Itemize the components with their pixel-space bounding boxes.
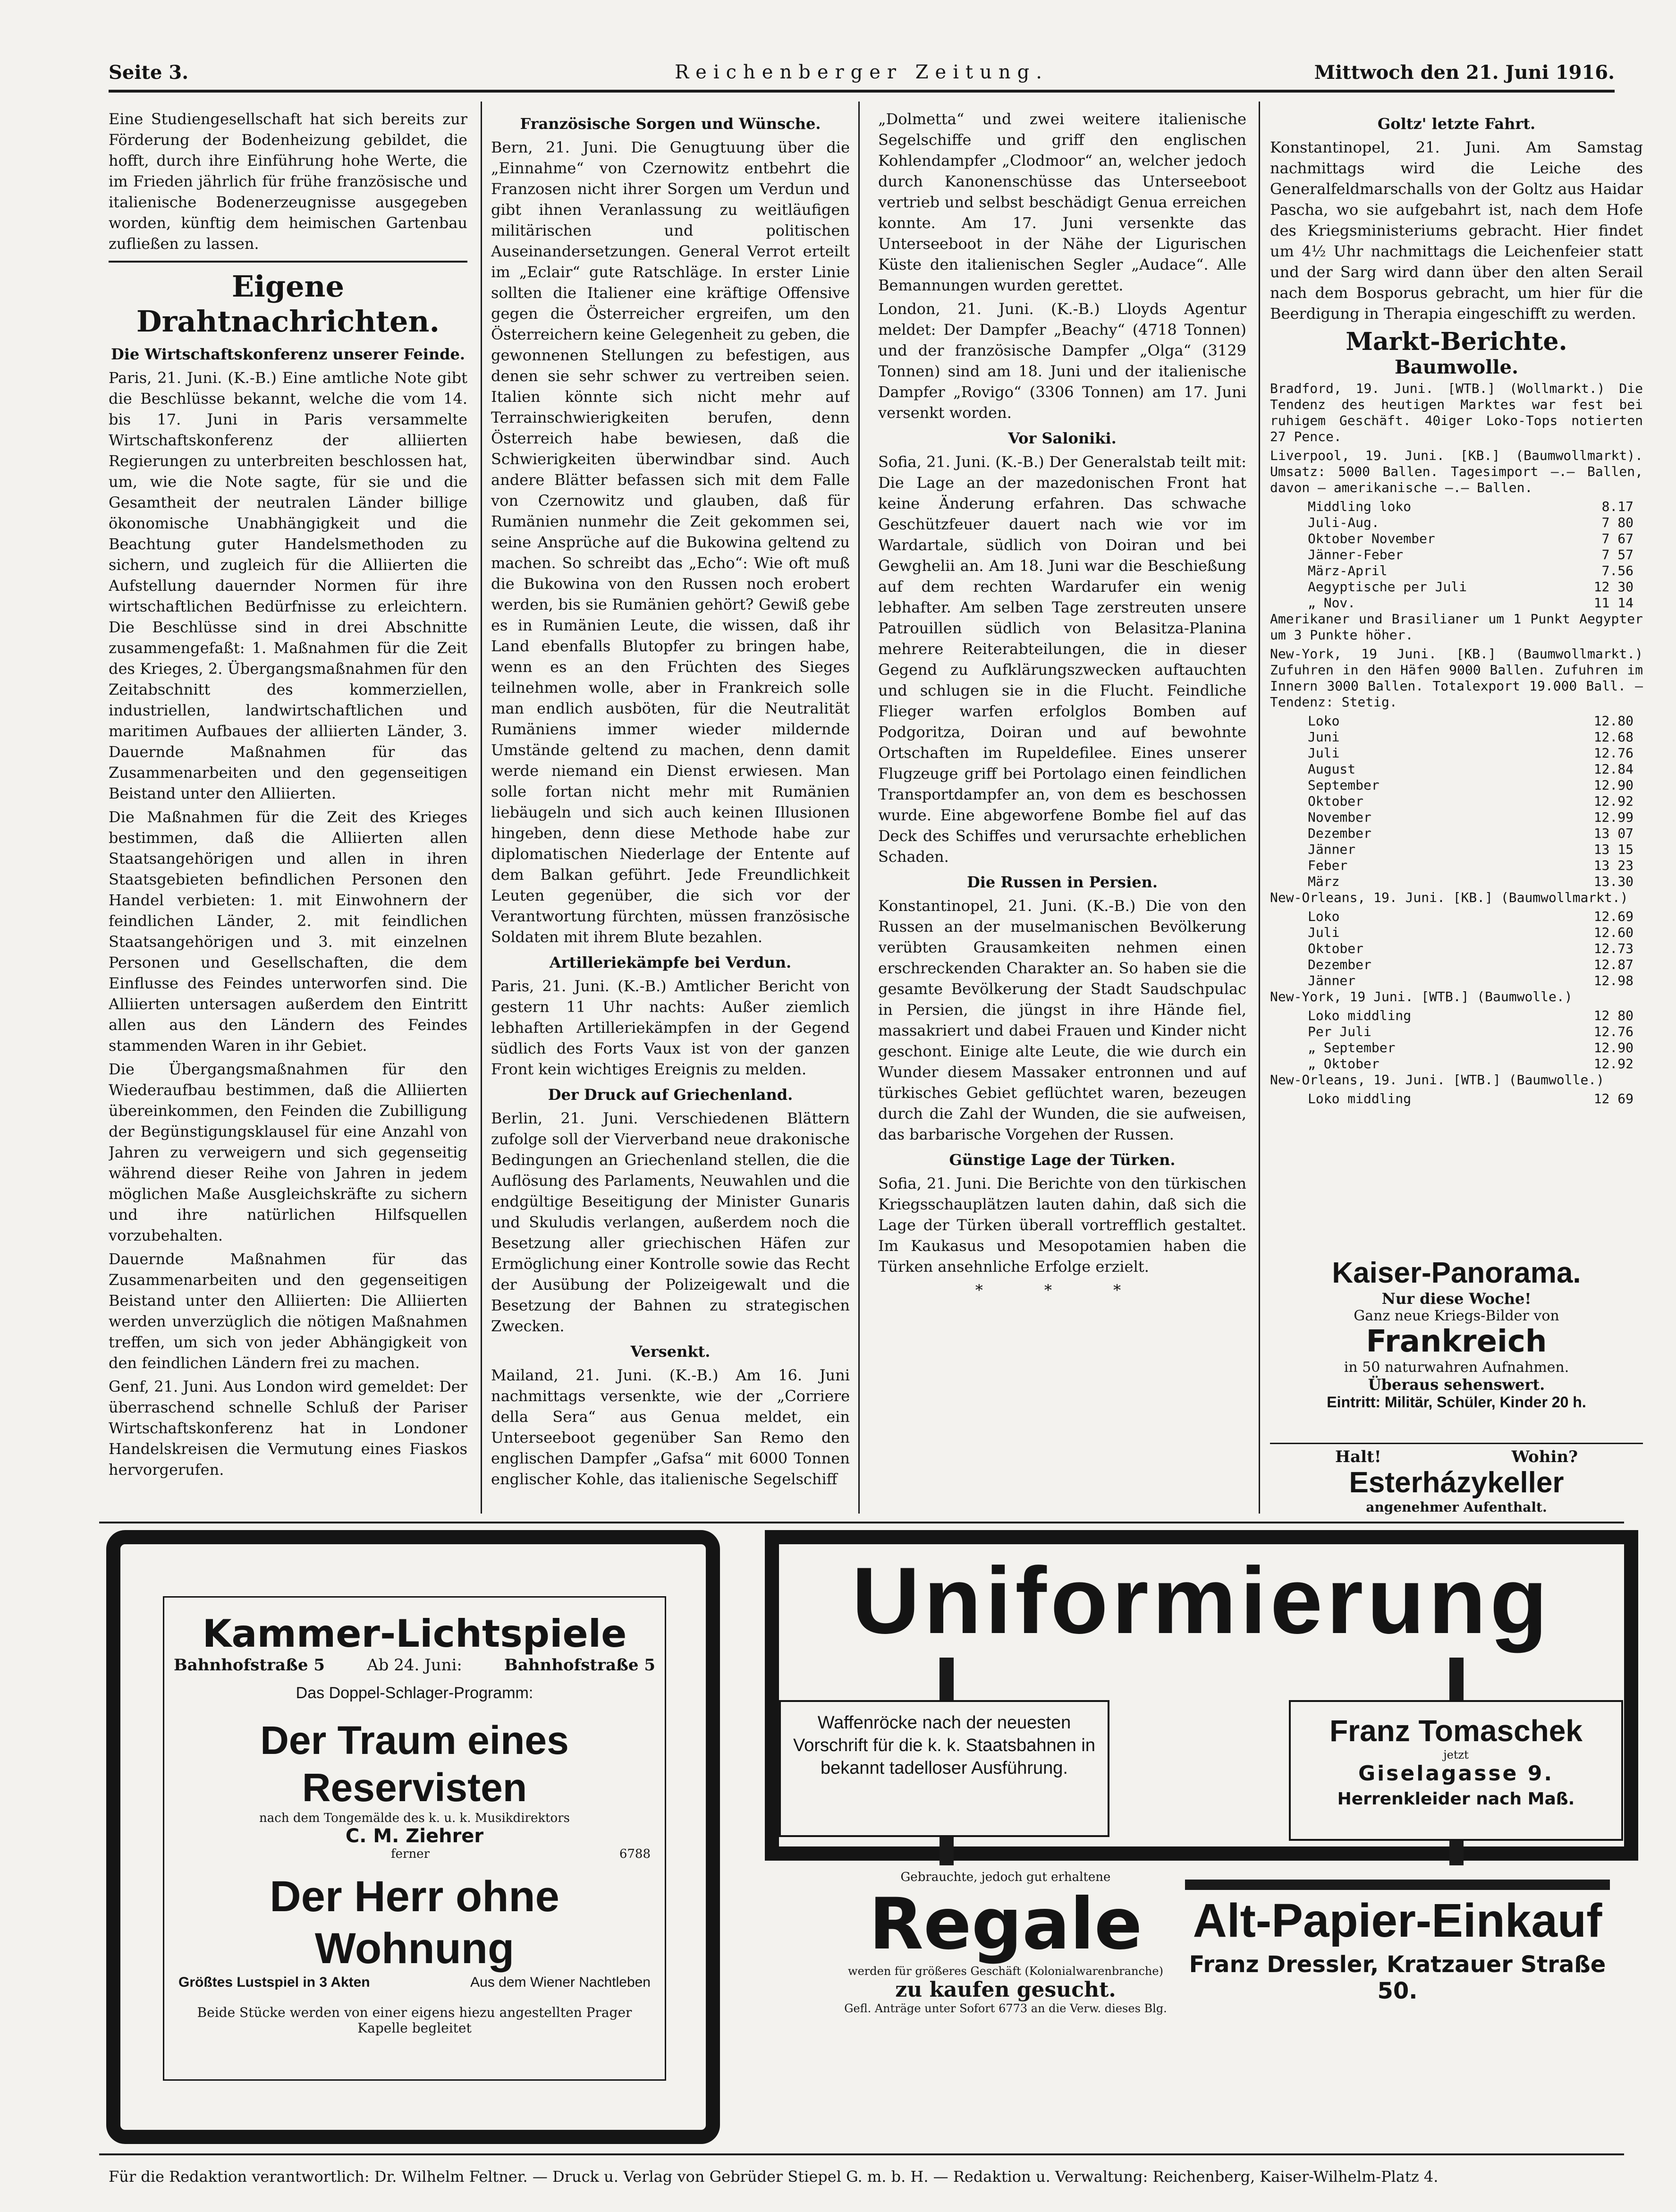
market-value: 12.80 xyxy=(1593,713,1634,729)
market-report: Amerikaner und Brasilianer um 1 Punkt Aegypter um 3 Punkte höher. xyxy=(1270,611,1643,643)
section-stars: * * * xyxy=(975,1281,1150,1299)
ad-line: Überaus sehenswert. xyxy=(1368,1376,1545,1394)
ad-name-box xyxy=(1289,1700,1623,1841)
ad-line: Gebrauchte, jedoch gut erhaltene xyxy=(900,1870,1111,1884)
market-value: 7 80 xyxy=(1601,515,1634,530)
market-value: 12.76 xyxy=(1593,745,1634,761)
ad-line: Aus dem Wiener Nachtleben xyxy=(470,1974,651,1990)
market-row xyxy=(1270,563,1643,579)
altpapier-ad xyxy=(1185,1870,1610,2035)
market-label: Loko middling xyxy=(1308,1008,1412,1023)
neworleans-table-2 xyxy=(1270,1091,1643,1107)
market-label: Dezember xyxy=(1308,825,1371,841)
article-paragraph: Genf, 21. Juni. Aus London wird gemeldet: Der überraschend schnelle Schluß der Pariser Wirtschaftskonferenz hat in Londoner Handelskreisen die Vermutung eines Fiaskos hervorgerufen. xyxy=(109,1378,467,1479)
market-label: März xyxy=(1308,874,1340,889)
market-row xyxy=(1270,973,1643,989)
market-value: 12.76 xyxy=(1593,1024,1634,1039)
market-row xyxy=(1270,579,1643,595)
article-paragraph: Sofia, 21. Juni. (K.-B.) Der Generalstab teilt mit: Die Lage an der mazedonischen Front hat keine Änderung erfahren. Das schwache Geschützfeuer dauert nach wie vor im Wardartale, südlich von Doiran und bei Gewghelii an. Am 18. Juni war die Beschießung auf dem rechten Wardarufer ein wenig lebhafter. Am selben Tage zerstreuten unsere Patrouillen südlich von Belasitza-Planina mehrere Reiterabteilungen, die in dieser Gegend zu Aufklärungszwecken auftauchten und schlugen sie in die Flucht. Feindliche Flieger warfen erfolglos Bomben auf Podgoritza, Doiran und auf bewohnte Ortschaften im Rupeldefilee. Eines unserer Flugzeuge griff bei Portolago einen feindlichen Transportdampfer an, von dem es beschossen wurde. Eine abgeworfene Bombe fiel auf das Deck des Schiffes und verursachte erheblichen Schaden. xyxy=(878,453,1246,866)
market-report: New-Orleans, 19. Juni. [KB.] (Baumwollmarkt.) xyxy=(1270,890,1628,905)
article-paragraph: „Dolmetta“ und zwei weitere italienische Segelschiffe und griff den englischen Kohlendampfer „Clodmoor“ an, welcher jedoch durch Kanonenschüsse das Unterseeboot vertrieb und selbst beschädigt Genua erreichen konnte. Am 17. Juni versenkte das Unterseeboot in der Nähe der Ligurischen Küste den italienischen Segler „Audace“. Alle Bemannungen wurden gerettet. xyxy=(878,110,1246,294)
ad-line: C. M. Ziehrer xyxy=(345,1825,484,1847)
market-value: 12.68 xyxy=(1593,729,1634,745)
market-label: Jänner xyxy=(1308,973,1356,988)
market-label: August xyxy=(1308,761,1356,777)
ad-line: Halt! xyxy=(1335,1447,1381,1466)
market-value: 12.98 xyxy=(1593,973,1634,988)
market-value: 8.17 xyxy=(1601,499,1634,514)
market-value: 12.92 xyxy=(1593,1056,1634,1072)
ad-line: Gefl. Anträge unter Sofort 6773 an die Verw. dieses Blg. xyxy=(844,2002,1167,2015)
market-report: Bradford, 19. Juni. [WTB.] (Wollmarkt.) Die Tendenz des heutigen Marktes war fest bei ruhigem Geschäft. 40iger Loko-Tops notierten 27 Pence. xyxy=(1270,381,1643,444)
uniformierung-ad xyxy=(765,1530,1638,1861)
column-2 xyxy=(491,109,850,1506)
ad-name: Franz Tomaschek xyxy=(1329,1714,1583,1748)
column-divider xyxy=(481,102,482,1514)
ad-title: Kammer-Lichtspiele xyxy=(202,1612,627,1656)
article-paragraph: Paris, 21. Juni. (K.-B.) Amtlicher Bericht von gestern 11 Uhr nachts: Außer ziemlich lebhaften Artilleriekämpfen in der Gegend südlich des Forts Vaux ist von der ganzen Front kein wichtiges Ereignis zu melden. xyxy=(491,977,850,1078)
market-value: 13 07 xyxy=(1593,825,1634,841)
market-label: September xyxy=(1308,777,1380,793)
article-headline: Versenkt. xyxy=(630,1343,711,1361)
article-paragraph: Die Übergangsmaßnahmen für den Wiederaufbau bestimmen, daß die Alliierten übereinkommen, den Feinden die Zubilligung der Begünstigungsklausel für eine Anzahl von Jahren zu verweigern und sich gegenseitig während dieser Reihe von Jahren in jedem möglichen Maße Ausgleichskräfte zu sichern und ihre natürlichen Hilfsquellen vorzubehalten. xyxy=(109,1060,467,1244)
ad-line: Herrenkleider nach Maß. xyxy=(1337,1789,1575,1809)
ad-line: Beide Stücke werden von einer eigens hiezu angestellten Prager Kapelle begleitet xyxy=(197,2005,632,2036)
market-row xyxy=(1270,925,1643,941)
article-paragraph: Sofia, 21. Juni. Die Berichte von den türkischen Kriegsschauplätzen lauten dahin, daß sich die Lage der Türken überall vortrefflich gestaltet. Im Kaukasus und Mesopotamien haben die Türken ansehnliche Erfolge erzielt. xyxy=(878,1174,1246,1276)
market-report: Liverpool, 19. Juni. [KB.] (Baumwollmarkt). Umsatz: 5000 Ballen. Tagesimport —.— Ballen, davon — amerikanische —.— Ballen. xyxy=(1270,448,1643,495)
market-label: Loko xyxy=(1308,909,1340,924)
ad-title: Alt-Papier-Einkauf xyxy=(1193,1894,1602,1947)
market-row xyxy=(1270,1008,1643,1024)
header-rule xyxy=(109,90,1615,93)
kammer-lichtspiele-ad xyxy=(106,1530,720,2144)
market-reports xyxy=(1270,381,1643,1107)
market-value: 12 80 xyxy=(1593,1008,1634,1023)
market-row xyxy=(1270,729,1643,745)
market-label: Oktober xyxy=(1308,941,1364,956)
newspaper-title: Reichenberger Zeitung. xyxy=(675,61,1049,83)
ad-line: in 50 naturwahren Aufnahmen. xyxy=(1344,1359,1569,1376)
market-row xyxy=(1270,793,1643,809)
market-label: Oktober xyxy=(1308,793,1364,809)
market-value: 12.92 xyxy=(1593,793,1634,809)
ad-title: Kaiser-Panorama. xyxy=(1332,1257,1581,1289)
article-headline: Goltz' letzte Fahrt. xyxy=(1377,115,1536,133)
film-title: Der Traum eines Reservisten xyxy=(260,1718,569,1810)
market-row xyxy=(1270,941,1643,957)
ad-number: 6788 xyxy=(619,1847,651,1861)
ad-bar xyxy=(1185,1880,1610,1890)
market-label: „ Oktober xyxy=(1308,1056,1380,1072)
article-paragraph: Konstantinopel, 21. Juni. Am Samstag nachmittags wird die Leiche des Generalfeldmarschalls von der Goltz aus Haidar Pascha, wo sie aufgebahrt ist, nach dem Hofe des Kriegsministeriums gebracht. Hier findet um 4½ Uhr nachmittags die Leichenfeier statt und der Sarg wird dann über den alten Serail nach dem Bosporus gebracht, um hier für die Beerdigung in Therapia eingeschifft zu werden. xyxy=(1270,138,1643,323)
footer-rule xyxy=(99,2153,1624,2155)
newyork-table-2 xyxy=(1270,1008,1643,1072)
article-headline: Artilleriekämpfe bei Verdun. xyxy=(549,953,792,971)
market-label: Juli-Aug. xyxy=(1308,515,1380,530)
separator xyxy=(1270,1443,1643,1444)
issue-date: Mittwoch den 21. Juni 1916. xyxy=(1314,61,1615,84)
regale-ad xyxy=(836,1870,1176,2059)
column-divider xyxy=(1259,102,1260,1514)
market-label: März-April xyxy=(1308,563,1388,579)
ad-line: angenehmer Aufenthalt. xyxy=(1366,1499,1547,1515)
market-label: Juni xyxy=(1308,729,1340,745)
market-report: New-York, 19 Juni. [KB.] (Baumwollmarkt.) Zufuhren in den Häfen 9000 Ballen. Zufuhren im Innern 3000 Ballen. Totalexport 19.000 Ball. — Tendenz: Stetig. xyxy=(1270,646,1643,710)
market-value: 12.60 xyxy=(1593,925,1634,940)
article-headline: Die Wirtschaftskonferenz unserer Feinde. xyxy=(110,345,466,363)
article-paragraph: Berlin, 21. Juni. Verschiedenen Blättern zufolge soll der Vierverband neue drakonische Bedingungen an Griechenland stellen, die die Auflösung des Parlaments, Neuwahlen und die endgültige Beseitigung der Minister Gunaris und Skuludis verlangen, außerdem noch die Besetzung aller griechischen Häfen zur Ermöglichung einer Kontrolle sowie das Recht der Ausübung der Polizeigewalt und die Besetzung der Bahnen zu strategischen Zwecken. xyxy=(491,1109,850,1335)
column-divider xyxy=(858,102,860,1514)
article-paragraph: Paris, 21. Juni. (K.-B.) Eine amtliche Note gibt die Beschlüsse bekannt, welche die vom 14. bis 17. Juni in Paris versammelte Wirtschaftskonferenz der alliierten Regierungen zu unterbreiten beschlossen hat, um, wie die Note sagte, für sie und die Gesamtheit der neutralen Länder billige ökonomische Unabhängigkeit und die Beachtung guter Handelsmethoden zu sichern, und zugleich für die Alliierten die Aufstellung dauernder Normen für ihre wirtschaftlichen Bedürfnisse zu erleichtern. Die Beschlüsse sind in drei Abschnitte zusammengefaßt: 1. Maßnahmen für die Zeit des Krieges, 2. Übergangsmaßnahmen für den Zeitabschnitt des kommerziellen, industriellen, landwirtschaftlichen und maritimen Aufbaues der alliierten Länder, 3. Dauernde Maßnahmen für das Zusammenarbeiten und den gegenseitigen Beistand unter den Alliierten. xyxy=(109,369,467,802)
ad-line: Nur diese Woche! xyxy=(1381,1290,1532,1308)
separator xyxy=(109,261,467,263)
article-headline: Der Druck auf Griechenland. xyxy=(548,1086,793,1104)
market-label: Jänner xyxy=(1308,842,1356,857)
article-paragraph: Die Maßnahmen für die Zeit des Krieges bestimmen, daß die Alliierten allen Staatsangehörigen und allen in ihren Staatsgebieten befindlichen Personen den Handel verbieten: 1. mit Einwohnern der feindlichen Länder, 2. mit feindlichen Staatsangehörigen und 3. mit einzelnen Personen und Gesellschaften, die dem Einflusse des Feindes unterworfen sind. Die Alliierten untersagen außerdem den Eintritt allen aus den Ländern des Feindes stammenden Waren in ihr Gebiet. xyxy=(109,808,467,1055)
market-label: November xyxy=(1308,809,1371,825)
market-label: Feber xyxy=(1308,858,1348,873)
ad-address: Bahnhofstraße 5 xyxy=(504,1656,655,1675)
market-row xyxy=(1270,957,1643,973)
column-1 xyxy=(109,109,467,1506)
market-row xyxy=(1270,1024,1643,1040)
article-headline: Die Russen in Persien. xyxy=(967,873,1158,891)
liverpool-table xyxy=(1270,499,1643,611)
market-row xyxy=(1270,1040,1643,1056)
ad-headline: Esterházykeller xyxy=(1349,1466,1564,1499)
ad-line: jetzt xyxy=(1443,1748,1469,1761)
ad-line: Wohin? xyxy=(1511,1447,1578,1466)
market-report: New-York, 19 Juni. [WTB.] (Baumwolle.) xyxy=(1270,989,1573,1004)
market-value: 12 69 xyxy=(1593,1091,1634,1106)
market-value: 11 14 xyxy=(1593,595,1634,611)
section-heading: Eigene Drahtnachrichten. xyxy=(136,269,440,339)
market-label: Oktober November xyxy=(1308,531,1435,546)
ad-line: ferner xyxy=(391,1847,430,1861)
market-label: Juli xyxy=(1308,925,1340,940)
esterhazy-ad xyxy=(1270,1447,1643,1518)
market-row xyxy=(1270,1091,1643,1107)
market-value: 12.87 xyxy=(1593,957,1634,972)
market-label: Jänner-Feber xyxy=(1308,547,1404,562)
ad-title: Regale xyxy=(869,1883,1143,1965)
ad-title: Uniformierung xyxy=(852,1548,1551,1653)
market-value: 7.56 xyxy=(1601,563,1634,579)
market-value: 13 23 xyxy=(1593,858,1634,873)
market-row xyxy=(1270,531,1643,547)
neworleans-table xyxy=(1270,909,1643,989)
ad-street: Giselagasse 9. xyxy=(1358,1761,1554,1786)
market-report: New-Orleans, 19. Juni. [WTB.] (Baumwolle.) xyxy=(1270,1072,1605,1088)
market-value: 12.73 xyxy=(1593,941,1634,956)
market-row xyxy=(1270,842,1643,858)
ad-line: Größtes Lustspiel in 3 Akten xyxy=(178,1974,370,1990)
market-label: Loko middling xyxy=(1308,1091,1412,1106)
market-label: Aegyptische per Juli xyxy=(1308,579,1467,595)
market-row xyxy=(1270,858,1643,874)
article-headline: Vor Saloniki. xyxy=(1008,429,1117,447)
market-value: 12.69 xyxy=(1593,909,1634,924)
market-value: 12 30 xyxy=(1593,579,1634,595)
ad-headline: Frankreich xyxy=(1366,1324,1547,1359)
market-row xyxy=(1270,499,1643,515)
market-row xyxy=(1270,825,1643,842)
ad-text: Waffenröcke nach der neuesten Vorschrift für die k. k. Staatsbahnen in bekannt tadelloser Ausführung. xyxy=(779,1700,1109,1837)
market-row xyxy=(1270,874,1643,890)
ad-line: nach dem Tongemälde des k. u. k. Musikdirektors xyxy=(259,1811,570,1825)
page-number: Seite 3. xyxy=(109,61,189,84)
ad-address: Franz Dressler, Kratzauer Straße 50. xyxy=(1189,1951,1606,2004)
market-row xyxy=(1270,809,1643,825)
market-row xyxy=(1270,1056,1643,1072)
column-3 xyxy=(878,109,1246,1506)
article-headline: Französische Sorgen und Wünsche. xyxy=(520,115,821,133)
market-label: Per Juli xyxy=(1308,1024,1371,1039)
market-value: 13 15 xyxy=(1593,842,1634,857)
market-label: Middling loko xyxy=(1308,499,1412,514)
article-paragraph: London, 21. Juni. (K.-B.) Lloyds Agentur meldet: Der Dampfer „Beachy“ (4718 Tonnen) und der französische Dampfer „Olga“ (3129 Tonnen) sind am 18. Juni und der italienische Dampfer „Rovigo“ (3306 Tonnen) am 17. Juni versenkt worden. xyxy=(878,300,1246,422)
column-4 xyxy=(1270,109,1643,1346)
ad-line: Das Doppel-Schlager-Programm: xyxy=(296,1684,533,1702)
market-subheading: Baumwolle. xyxy=(1394,356,1518,378)
market-row xyxy=(1270,777,1643,793)
imprint-footer: Für die Redaktion verantwortlich: Dr. Wilhelm Feltner. — Druck u. Verlag von Gebrüder Stiepel G. m. b. H. — Redaktion u. Verwaltung: Reichenberg, Kaiser-Wilhelm-Platz 4. xyxy=(109,2168,1439,2186)
ad-line: werden für größeres Geschäft (Kolonialwarenbranche) xyxy=(848,1965,1163,1978)
article-paragraph: Dauernde Maßnahmen für das Zusammenarbeiten und den gegenseitigen Beistand unter den Alliierten: Die Alliierten werden unverzüglich die nötigen Maßnahmen treffen, um sich von jeder Abhängigkeit von den feindlichen Ländern frei zu machen. xyxy=(109,1250,467,1372)
market-row xyxy=(1270,515,1643,531)
ad-line: Eintritt: Militär, Schüler, Kinder 20 h. xyxy=(1327,1394,1586,1411)
article-paragraph: Konstantinopel, 21. Juni. (K.-B.) Die von den Russen an der muselmanischen Bevölkerung verübten Grausamkeiten nehmen einen erschreckenden Charakter an. So haben sie die gesamte Bevölkerung der Stadt Saudschpulac in Persien, die jüngst in ihre Hände fiel, massakriert und dabei Frauen und Kinder nicht geschont. Einige alte Leute, die wie durch ein Wunder diesem Massaker entronnen und auf türkisches Gebiet geflüchtet waren, bezeugen durch die Zahl der Wunden, die sie aufweisen, das barbarische Vorgehen der Russen. xyxy=(878,897,1246,1143)
market-value: 12.84 xyxy=(1593,761,1634,777)
market-value: 7 67 xyxy=(1601,531,1634,546)
market-value: 12.90 xyxy=(1593,777,1634,793)
market-label: Dezember xyxy=(1308,957,1371,972)
market-value: 12.99 xyxy=(1593,809,1634,825)
market-label: „ September xyxy=(1308,1040,1396,1055)
market-row xyxy=(1270,745,1643,761)
market-label: Loko xyxy=(1308,713,1340,729)
market-row xyxy=(1270,761,1643,777)
ad-line: zu kaufen gesucht. xyxy=(895,1978,1116,2002)
article-headline: Günstige Lage der Türken. xyxy=(949,1151,1176,1169)
market-row xyxy=(1270,547,1643,563)
ad-address: Bahnhofstraße 5 xyxy=(174,1656,325,1675)
ads-rule xyxy=(99,1522,1624,1523)
market-row xyxy=(1270,909,1643,925)
ad-date: Ab 24. Juni: xyxy=(367,1656,462,1675)
ad-line: Ganz neue Kriegs-Bilder von xyxy=(1354,1308,1559,1324)
market-label: „ Nov. xyxy=(1308,595,1356,611)
market-label: Juli xyxy=(1308,745,1340,761)
market-value: 13.30 xyxy=(1593,874,1634,889)
market-heading: Markt-Berichte. xyxy=(1346,327,1567,356)
kaiser-panorama-ad xyxy=(1270,1256,1643,1440)
newyork-table xyxy=(1270,713,1643,890)
film-title: Der Herr ohne Wohnung xyxy=(270,1872,559,1973)
market-row xyxy=(1270,713,1643,729)
article-intro: Eine Studiengesellschaft hat sich bereits zur Förderung der Bodenheizung gebildet, die hofft, durch ihre Einführung hohe Werte, die im Frieden jährlich für frühe französische und italienische Bodenerzeugnisse ausgegeben worden, künftig dem heimischen Gartenbau zufließen zu lassen. xyxy=(109,110,467,253)
article-paragraph: Bern, 21. Juni. Die Genugtuung über die „Einnahme“ von Czernowitz entbehrt die Franzosen nicht ihrer Sorgen um Verdun und gibt ihnen Veranlassung zu weitläufigen militärischen und politischen Auseinandersetzungen. General Verrot erteilt im „Eclair“ gute Ratschläge. In erster Linie sollten die Italiener eine kräftige Offensive gegen die Österreicher ergreifen, um den Österreichern keine Gelegenheit zu geben, die gewonnenen Stellungen zu befestigen, aus denen sie sehr schwer zu vertreiben seien. Italien könnte sich nicht mehr auf Terrainschwierigkeiten berufen, denn Österreich habe bewiesen, daß die Schwierigkeiten überwindbar sind. Auch andere Blätter befassen sich mit dem Falle von Czernowitz und glauben, daß für Rumänien nunmehr die Zeit gekommen sei, seine Ansprüche auf die Bukowina geltend zu machen. So schreibt das „Echo“: Wie oft muß die Bukowina von den Russen noch erobert werden, bis sie Rumänien gehört? Gewiß gebe es in Rumänien Leute, die wissen, daß ihr Land ebenfalls Blutopfer zu bringen habe, wenn es an den Früchten des Sieges teilnehmen wolle, aber in Frankreich solle man endlich ausböten, für die Neutralität Rumäniens immer wieder mildernde Umstände geltend zu machen, denn damit werde niemand ein Dienst erwiesen. Man solle fortan nicht mehr mit Rumänien liebäugeln und sich auch keinen Illusionen hingeben, denn diese Methode habe zur diplomatischen Niederlage der Entente auf dem Balkan geführt. Jede Freundlichkeit Leuten gegenüber, die sich vor der Verantwortung fürchten, müssen französische Soldaten mit ihrem Blute bezahlen. xyxy=(491,138,850,946)
market-value: 12.90 xyxy=(1593,1040,1634,1055)
article-paragraph: Mailand, 21. Juni. (K.-B.) Am 16. Juni nachmittags versenkte, wie der „Corriere della Sera“ aus Genua meldet, ein Unterseeboot gegenüber San Remo den englischen Dampfer „Gafsa“ mit 6000 Tonnen englischer Kohle, das italienische Segelschiff xyxy=(491,1366,850,1488)
market-value: 7 57 xyxy=(1601,547,1634,562)
market-row xyxy=(1270,595,1643,611)
